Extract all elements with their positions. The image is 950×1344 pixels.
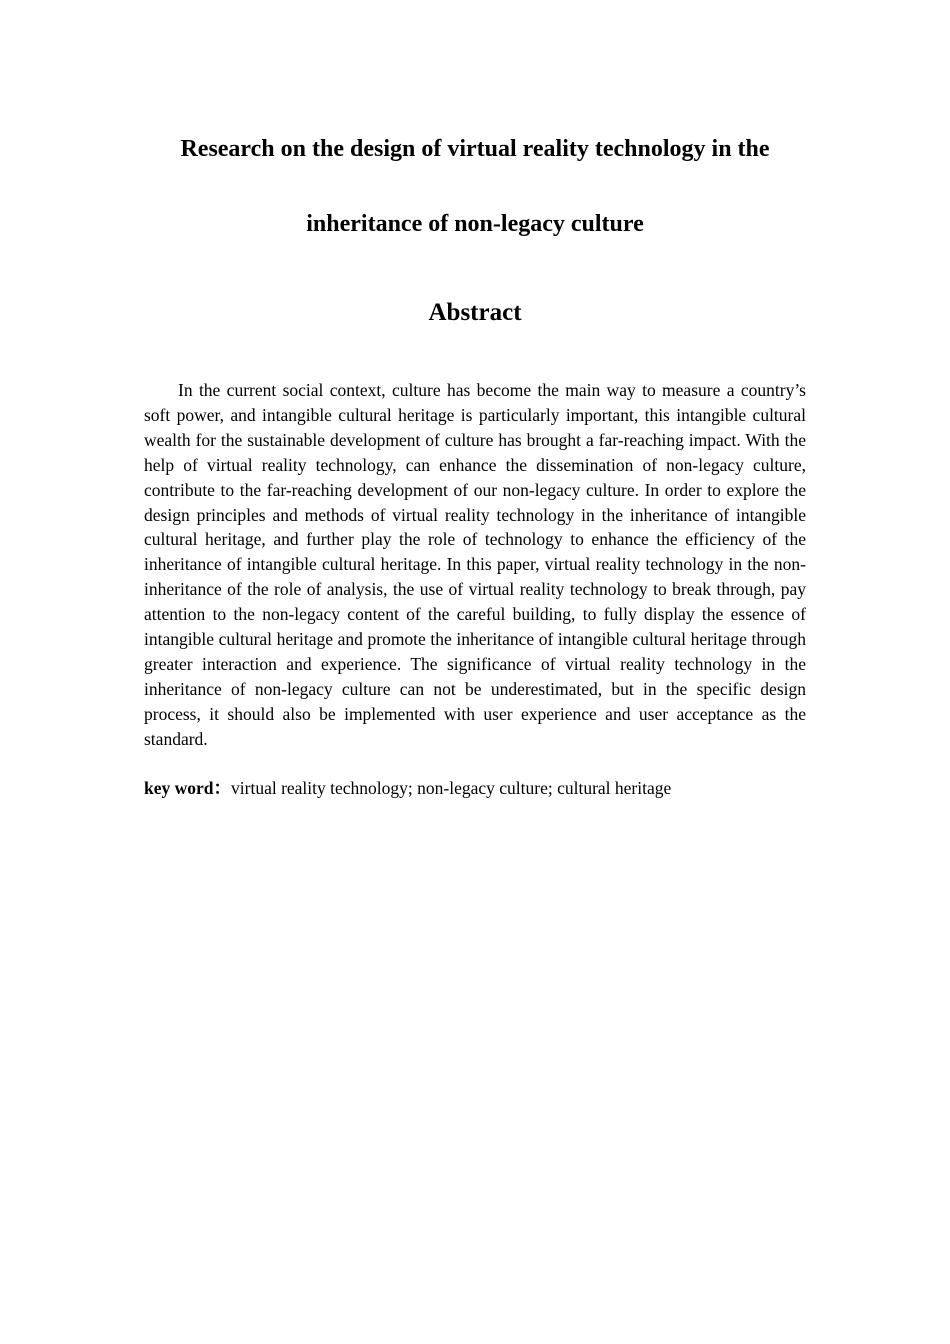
abstract-paragraph: In the current social context, culture has become the main way to measure a country’s soft power, and intangible cultural heritage is particularly important, this intangible cultural wealth for the sustainable development of culture has brought a far-reaching impact. With the help of virtual reality technology, can enhance the dissemination of non-legacy culture, contribute to the far-reaching development of our non-legacy culture. In order to explore the design principles and methods of virtual reality technology in the inheritance of intangible cultural heritage, and further play the role of technology to enhance the efficiency of the inheritance of intangible cultural heritage. In this paper, virtual reality technology in the non-inheritance of the role of analysis, the use of virtual reality technology to break through, pay attention to the non-legacy content of the careful building, to fully display the essence of intangible cultural heritage and promote the inheritance of intangible cultural heritage through greater interaction and experience. The significance of virtual reality technology in the inheritance of non-legacy culture can not be underestimated, but in the specific design process, it should also be implemented with user experience and user acceptance as the standard. (144, 380, 806, 749)
keywords-text: virtual reality technology; non-legacy culture; cultural heritage (231, 778, 672, 798)
abstract-heading: Abstract (428, 299, 522, 326)
keywords-label: key word： (144, 778, 232, 798)
keywords-line (144, 776, 806, 801)
paper-title-line-2: inheritance of non-legacy culture (306, 211, 644, 237)
paper-title-line-1: Research on the design of virtual reality technology in the (180, 136, 770, 162)
